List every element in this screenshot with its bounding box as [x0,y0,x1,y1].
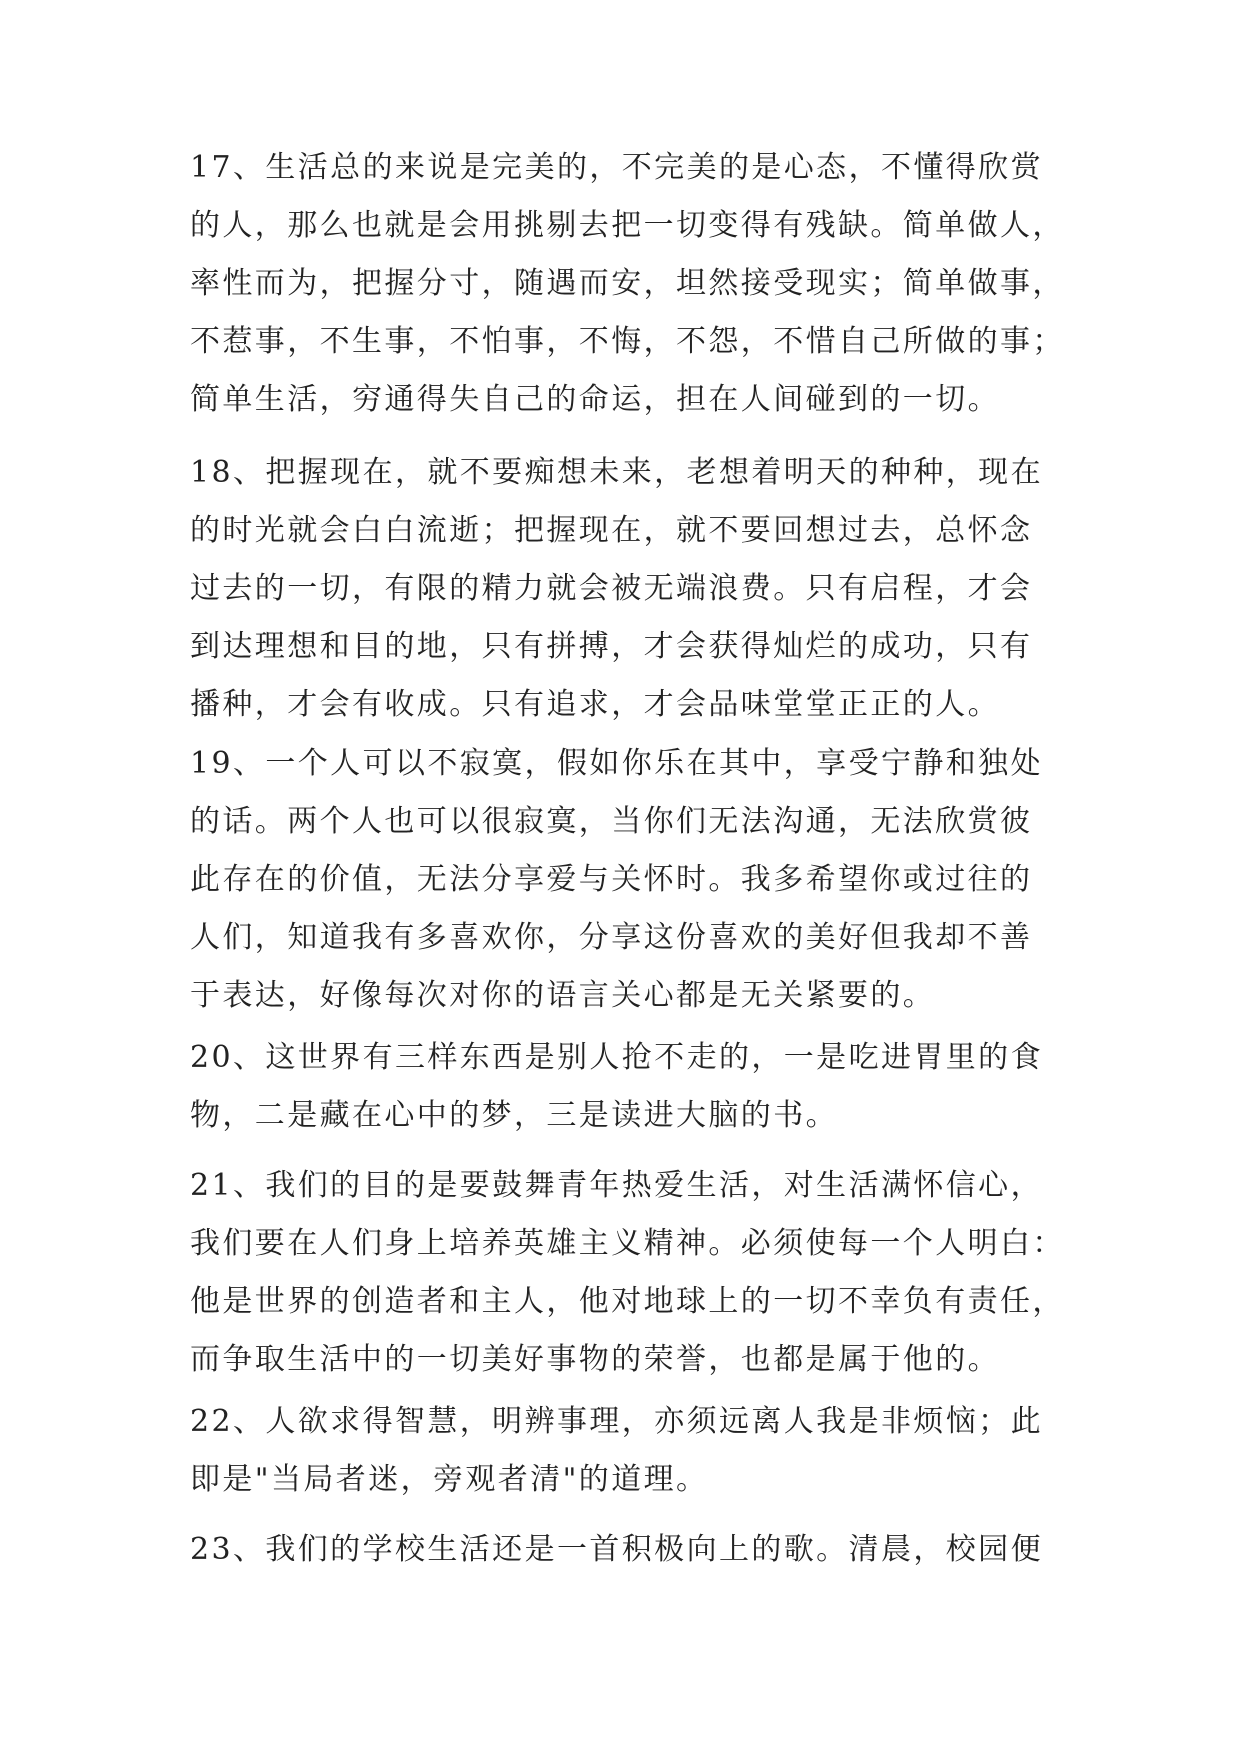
paragraph-18-line-2: 的时光就会白白流逝；把握现在，就不要回想过去，总怀念 [190,513,1033,548]
paragraph-20-line-1: 20、这世界有三样东西是别人抢不走的，一是吃进胃里的食 [190,1040,1043,1075]
paragraph-21-line-2: 我们要在人们身上培养英雄主义精神。必须使每一个人明白： [190,1226,1065,1261]
paragraph-22-line-1: 22、人欲求得智慧，明辨事理，亦须远离人我是非烦恼；此 [190,1404,1043,1439]
paragraph-18-line-4: 到达理想和目的地，只有拼搏，才会获得灿烂的成功，只有 [190,629,1033,664]
paragraph-17-line-4: 不惹事，不生事，不怕事，不悔，不怨，不惜自己所做的事； [190,324,1065,359]
paragraph-21-line-4: 而争取生活中的一切美好事物的荣誉，也都是属于他的。 [190,1342,1000,1377]
paragraph-17-line-3: 率性而为，把握分寸，随遇而安，坦然接受现实；简单做事， [190,266,1065,301]
paragraph-21-line-3: 他是世界的创造者和主人，他对地球上的一切不幸负有责任， [190,1284,1065,1319]
paragraph-19-line-3: 此存在的价值，无法分享爱与关怀时。我多希望你或过往的 [190,862,1033,897]
paragraph-21-line-1: 21、我们的目的是要鼓舞青年热爱生活，对生活满怀信心， [190,1168,1043,1203]
paragraph-18-line-3: 过去的一切，有限的精力就会被无端浪费。只有启程，才会 [190,571,1033,606]
paragraph-23-line-1: 23、我们的学校生活还是一首积极向上的歌。清晨，校园便 [190,1532,1043,1567]
paragraph-19-line-5: 于表达，好像每次对你的语言关心都是无关紧要的。 [190,978,936,1013]
paragraph-18-line-5: 播种，才会有收成。只有追求，才会品味堂堂正正的人。 [190,687,1000,722]
paragraph-18-line-1: 18、把握现在，就不要痴想未来，老想着明天的种种，现在 [190,455,1043,490]
paragraph-17-line-1: 17、生活总的来说是完美的，不完美的是心态，不懂得欣赏 [190,150,1043,185]
paragraph-17-line-5: 简单生活，穷通得失自己的命运，担在人间碰到的一切。 [190,382,1000,417]
paragraph-19-line-4: 人们，知道我有多喜欢你，分享这份喜欢的美好但我却不善 [190,920,1033,955]
paragraph-22-line-2: 即是"当局者迷，旁观者清"的道理。 [190,1462,709,1497]
paragraph-17-line-2: 的人，那么也就是会用挑剔去把一切变得有残缺。简单做人， [190,208,1065,243]
paragraph-19-line-1: 19、一个人可以不寂寞，假如你乐在其中，享受宁静和独处 [190,746,1043,781]
paragraph-20-line-2: 物，二是藏在心中的梦，三是读进大脑的书。 [190,1098,838,1133]
paragraph-19-line-2: 的话。两个人也可以很寂寞，当你们无法沟通，无法欣赏彼 [190,804,1033,839]
